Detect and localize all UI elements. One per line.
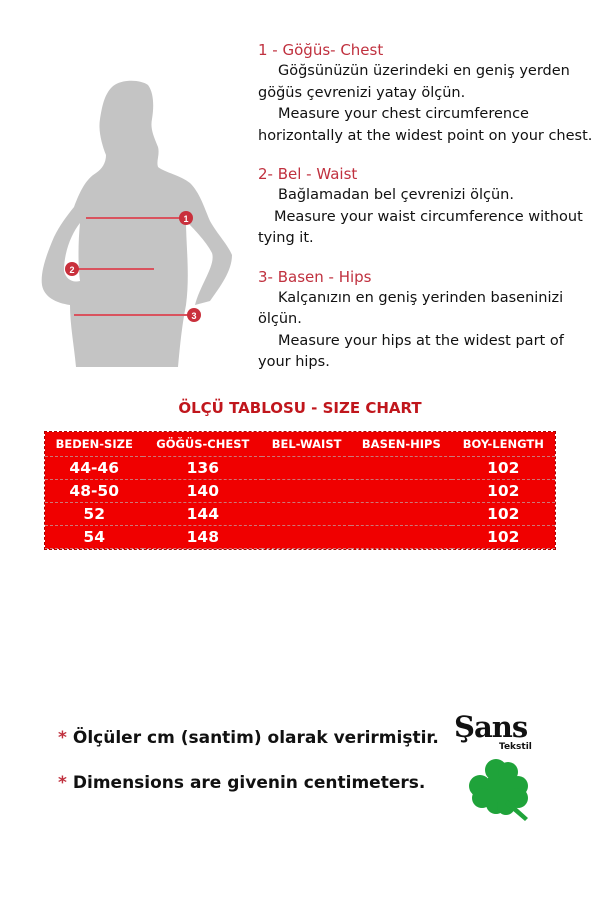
size-cell: 44-46	[45, 457, 143, 480]
column-header: BEL-WAIST	[262, 432, 351, 457]
length-cell: 102	[452, 526, 555, 549]
instruction-text: ölçün.	[258, 311, 302, 327]
table-row	[45, 480, 555, 503]
table-header-row	[45, 432, 555, 457]
svg-text:1: 1	[183, 214, 189, 224]
waist-cell	[262, 503, 351, 526]
section-title: 3- Basen - Hips	[258, 267, 372, 286]
brand-logo	[452, 710, 552, 825]
chest-cell: 148	[143, 526, 262, 549]
waist-cell	[262, 480, 351, 503]
logo-name: Şans	[454, 710, 528, 744]
hips-cell	[351, 457, 452, 480]
waist-cell	[262, 457, 351, 480]
instruction-text: göğüs çevrenizi yatay ölçün.	[258, 84, 466, 101]
chest-cell: 140	[143, 480, 262, 503]
instruction-text: Göğsünüzün üzerindeki en geniş yerden	[278, 63, 570, 79]
instruction-text: tying it.	[258, 230, 314, 246]
chest-instruction	[258, 40, 593, 147]
chest-cell: 144	[143, 503, 262, 526]
four-leaf-clover-icon	[468, 758, 536, 822]
size-chart-title: ÖLÇÜ TABLOSU - SIZE CHART	[178, 399, 422, 417]
size-cell: 48-50	[45, 480, 143, 503]
logo-subtitle: Tekstil	[499, 742, 532, 752]
column-header: BEDEN-SIZE	[45, 432, 143, 457]
section-title: 2- Bel - Waist	[258, 165, 358, 183]
measurement-instructions	[258, 40, 593, 391]
instruction-text: Kalçanızın en geniş yerinden baseninizi	[278, 289, 564, 306]
instruction-text: Measure your chest circumference	[278, 106, 529, 122]
size-chart-table	[45, 432, 555, 549]
table-row	[45, 526, 555, 549]
silhouette-icon	[42, 81, 232, 367]
length-cell: 102	[452, 457, 555, 480]
instruction-text: your hips.	[258, 354, 330, 370]
instruction-text: horizontally at the widest point on your chest.	[258, 127, 593, 144]
note-cm	[58, 728, 439, 748]
size-cell: 54	[45, 526, 143, 549]
body-measurement-figure	[40, 75, 250, 370]
instruction-text: Measure your hips at the widest part of	[278, 332, 564, 349]
waist-instruction	[258, 164, 593, 250]
table-row	[45, 503, 555, 526]
note-text: Dimensions are givenin centimeters.	[72, 773, 426, 793]
note-text: Ölçüler cm (santim) olarak verirmiştir.	[72, 728, 439, 748]
instruction-text: Bağlamadan bel çevrenizi ölçün.	[278, 187, 514, 203]
svg-text:2: 2	[69, 265, 75, 275]
column-header: BOY-LENGTH	[452, 432, 555, 457]
table-row	[45, 457, 555, 480]
column-header: GÖĞÜS-CHEST	[143, 432, 262, 457]
hips-cell	[351, 526, 452, 549]
column-header: BASEN-HIPS	[351, 432, 452, 457]
size-cell: 52	[45, 503, 143, 526]
chest-cell: 136	[143, 457, 262, 480]
asterisk-icon: *	[58, 728, 67, 748]
instruction-text: Measure your waist circumference without	[274, 208, 583, 225]
note-dimensions	[58, 773, 439, 793]
notes	[58, 728, 439, 818]
hips-cell	[351, 480, 452, 503]
section-title: 1 - Göğüs- Chest	[258, 41, 384, 59]
waist-cell	[262, 526, 351, 549]
svg-text:3: 3	[191, 311, 197, 321]
hips-cell	[351, 503, 452, 526]
hips-instruction	[258, 267, 593, 374]
length-cell: 102	[452, 480, 555, 503]
length-cell: 102	[452, 503, 555, 526]
asterisk-icon: *	[58, 773, 67, 793]
